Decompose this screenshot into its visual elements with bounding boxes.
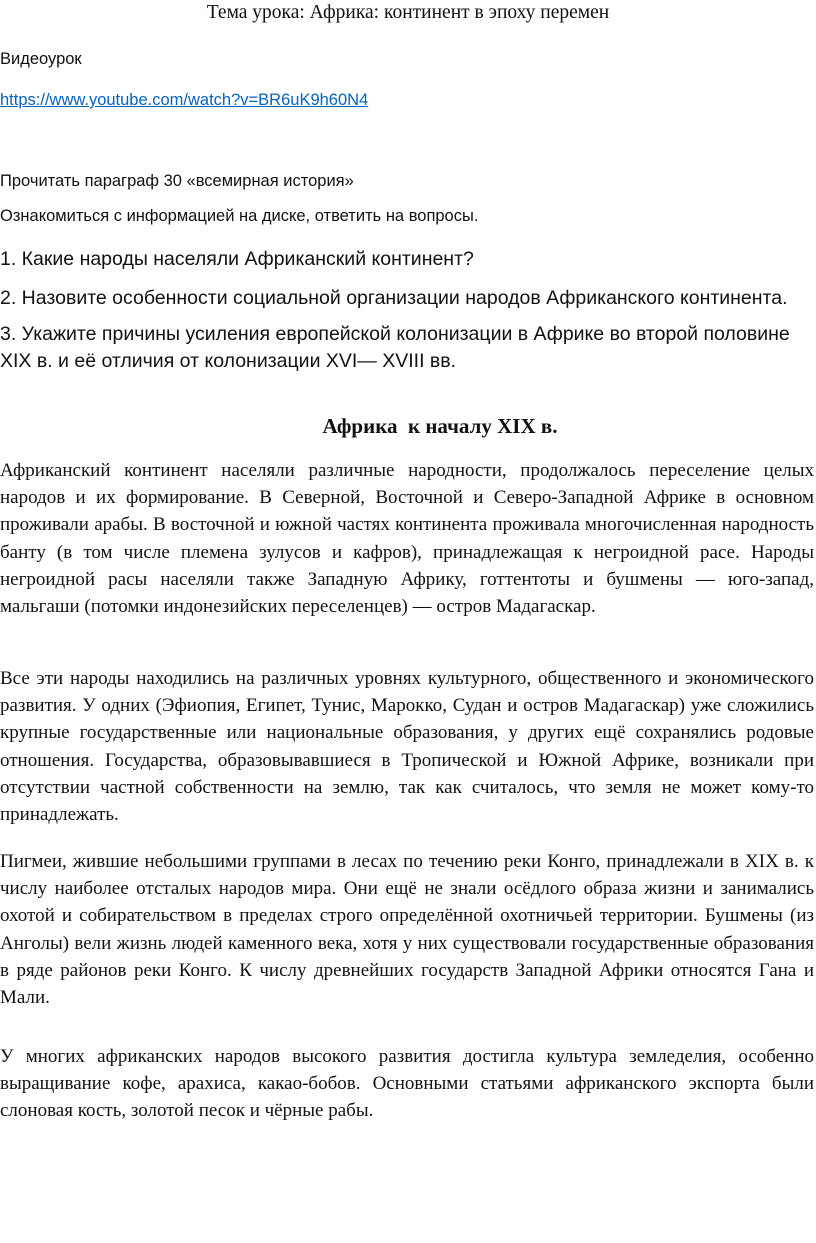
section-title: Африка к началу XIX в.	[322, 414, 558, 438]
question-2: 2. Назовите особенности социальной организации народов Африканского континента.	[0, 287, 788, 309]
question-3: 3. Укажите причины усиления европейской колонизации в Африке во второй половине XIX в. и её отличия от колонизации XVI— XVIII вв.	[0, 323, 790, 372]
lesson-title: Тема урока: Африка: континент в эпоху перемен	[206, 2, 610, 23]
body-paragraph: Все эти народы находились на различных уровнях культурного, общественного и экономического развития. У одних (Эфиопия, Египет, Тунис, Марокко, Судан и остров Мадагаскар) уже сложились крупные государственные или национальные образования, у других ещё сохранялись родовые отношения. Государства, образовывавшиеся в Тропической и Южной Африке, возникали при отсутствии частной собственности на землю, так как считалось, что земля не может кому-то принадлежать.	[0, 668, 814, 826]
disk-task: Ознакомиться с информацией на диске, ответить на вопросы.	[0, 207, 479, 225]
body-paragraph: Пигмеи, жившие небольшими группами в лесах по течению реки Конго, принадлежали в XIX в. к числу наиболее отсталых народов мира. Они ещё не знали осёдлого образа жизни и занимались охотой и собирательством в пределах строго определённой охотничьей территории. Бушмены (из Анголы) вели жизнь людей каменного века, хотя у них существовали государственные образования в ряде районов реки Конго. К числу древнейших государств Западной Африки относятся Гана и Мали.	[0, 851, 814, 1009]
question-1: 1. Какие народы населяли Африканский континент?	[0, 248, 474, 270]
read-paragraph-task: Прочитать параграф 30 «всемирная история»	[0, 172, 354, 190]
body-paragraph: У многих африканских народов высокого развития достигла культура земледелия, особенно выращивание кофе, арахиса, какао-бобов. Основными статьями африканского экспорта были слоновая кость, золотой песок и чёрные рабы.	[0, 1046, 814, 1122]
body-paragraph: Африканский континент населяли различные народности, продолжалось переселение целых народов и их формирование. В Северной, Восточной и Северо-Западной Африке в основном проживали арабы. В восточной и южной частях континента проживала многочисленная народность банту (в том числе племена зулусов и кафров), принадлежащая к негроидной расе. Народы негроидной расы населяли также Западную Африку, готтентоты и бушмены — юго-запад, мальгаши (потомки индонезийских переселенцев) — остров Мадагаскар.	[0, 460, 814, 618]
video-link[interactable]: https://www.youtube.com/watch?v=BR6uK9h60N4	[0, 91, 369, 109]
video-label: Видеоурок	[0, 50, 82, 68]
